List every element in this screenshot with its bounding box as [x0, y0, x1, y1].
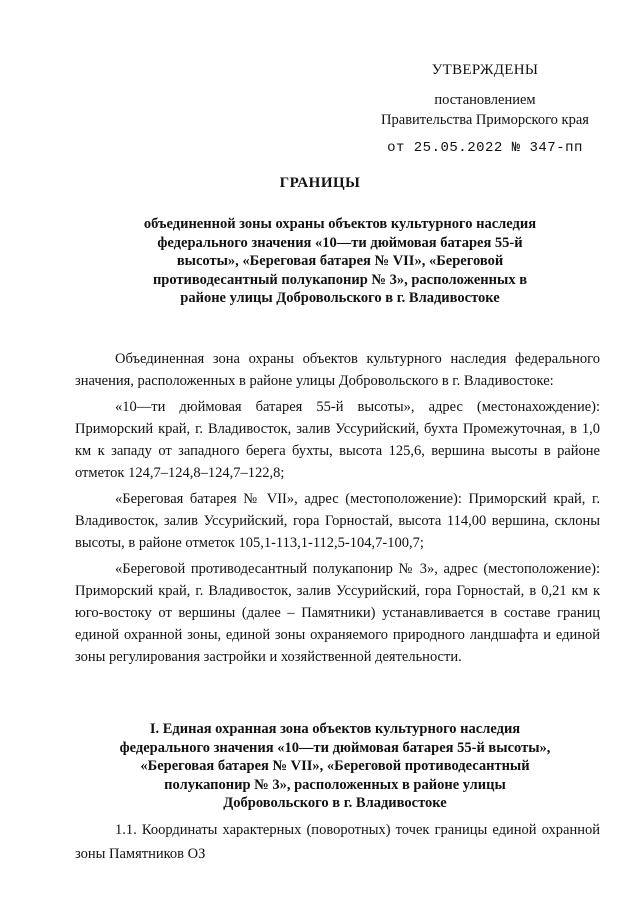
section-heading: I. Единая охранная зона объектов культурного наследия федерального значения «10—ти дюймовая батарея 55-й высоты», «Береговая батарея № VII», «Береговой противодесантный полукапонир № 3», расположенных в районе улицы Добровольского в г. Владивостоке [119, 721, 551, 811]
paragraph-battery-55: «10—ти дюймовая батарея 55-й высоты», адрес (местонахождение): Приморский край, г. Владивосток, залив Уссурийский, бухта Промежуточная, в 1,0 км к западу от западного берега бухты, высота 125,6, вершина высоты в районе отметок 124,7–124,8–124,7–122,8; [75, 399, 600, 481]
body-text [75, 348, 600, 672]
paragraph-caponier-3: «Береговой противодесантный полукапонир № 3», адрес (местоположение): Приморский край, г. Владивосток, залив Уссурийский, гора Горностай, в 0,21 км к юго-востоку от вершины (далее – Памятники) устанавливается в составе границ единой охранной зоны, единой зоны охраняемого природного ландшафта и единой зоны регулирования застройки и хозяйственной деятельности. [75, 561, 600, 665]
clause-1-1-text: 1.1. Координаты характерных (поворотных) точек границы единой охранной зоны Памятников ОЗ [75, 822, 600, 862]
approval-stamp [370, 60, 600, 158]
paragraph-intro: Объединенная зона охраны объектов культурного наследия федерального значения, расположенных в районе улицы Добровольского в г. Владивостоке: [75, 351, 600, 389]
paragraph-battery-vii: «Береговая батарея № VII», адрес (местоположение): Приморский край, г. Владивосток, залив Уссурийский, гора Горностай, высота 114,00 вершина, склоны высоты, в районе отметок 105,1-113,1-112,5-104,7-100,7; [75, 491, 600, 551]
document-subtitle: объединенной зоны охраны объектов культурного наследия федерального значения «10—ти дюймовая батарея 55-й высоты», «Береговая батарея № VII», «Береговой противодесантный полукапонир № 3», расположенных в районе улицы Добровольского в г. Владивостоке [143, 216, 537, 306]
approval-line-2: Правительства Приморского края [381, 112, 589, 128]
decree-number: от 25.05.2022 № 347-пп [387, 140, 583, 156]
approval-line-1: постановлением [434, 92, 536, 108]
approved-label: УТВЕРЖДЕНЫ [431, 62, 539, 78]
document-title: ГРАНИЦЫ [279, 175, 361, 191]
clause-1-1 [75, 818, 600, 866]
